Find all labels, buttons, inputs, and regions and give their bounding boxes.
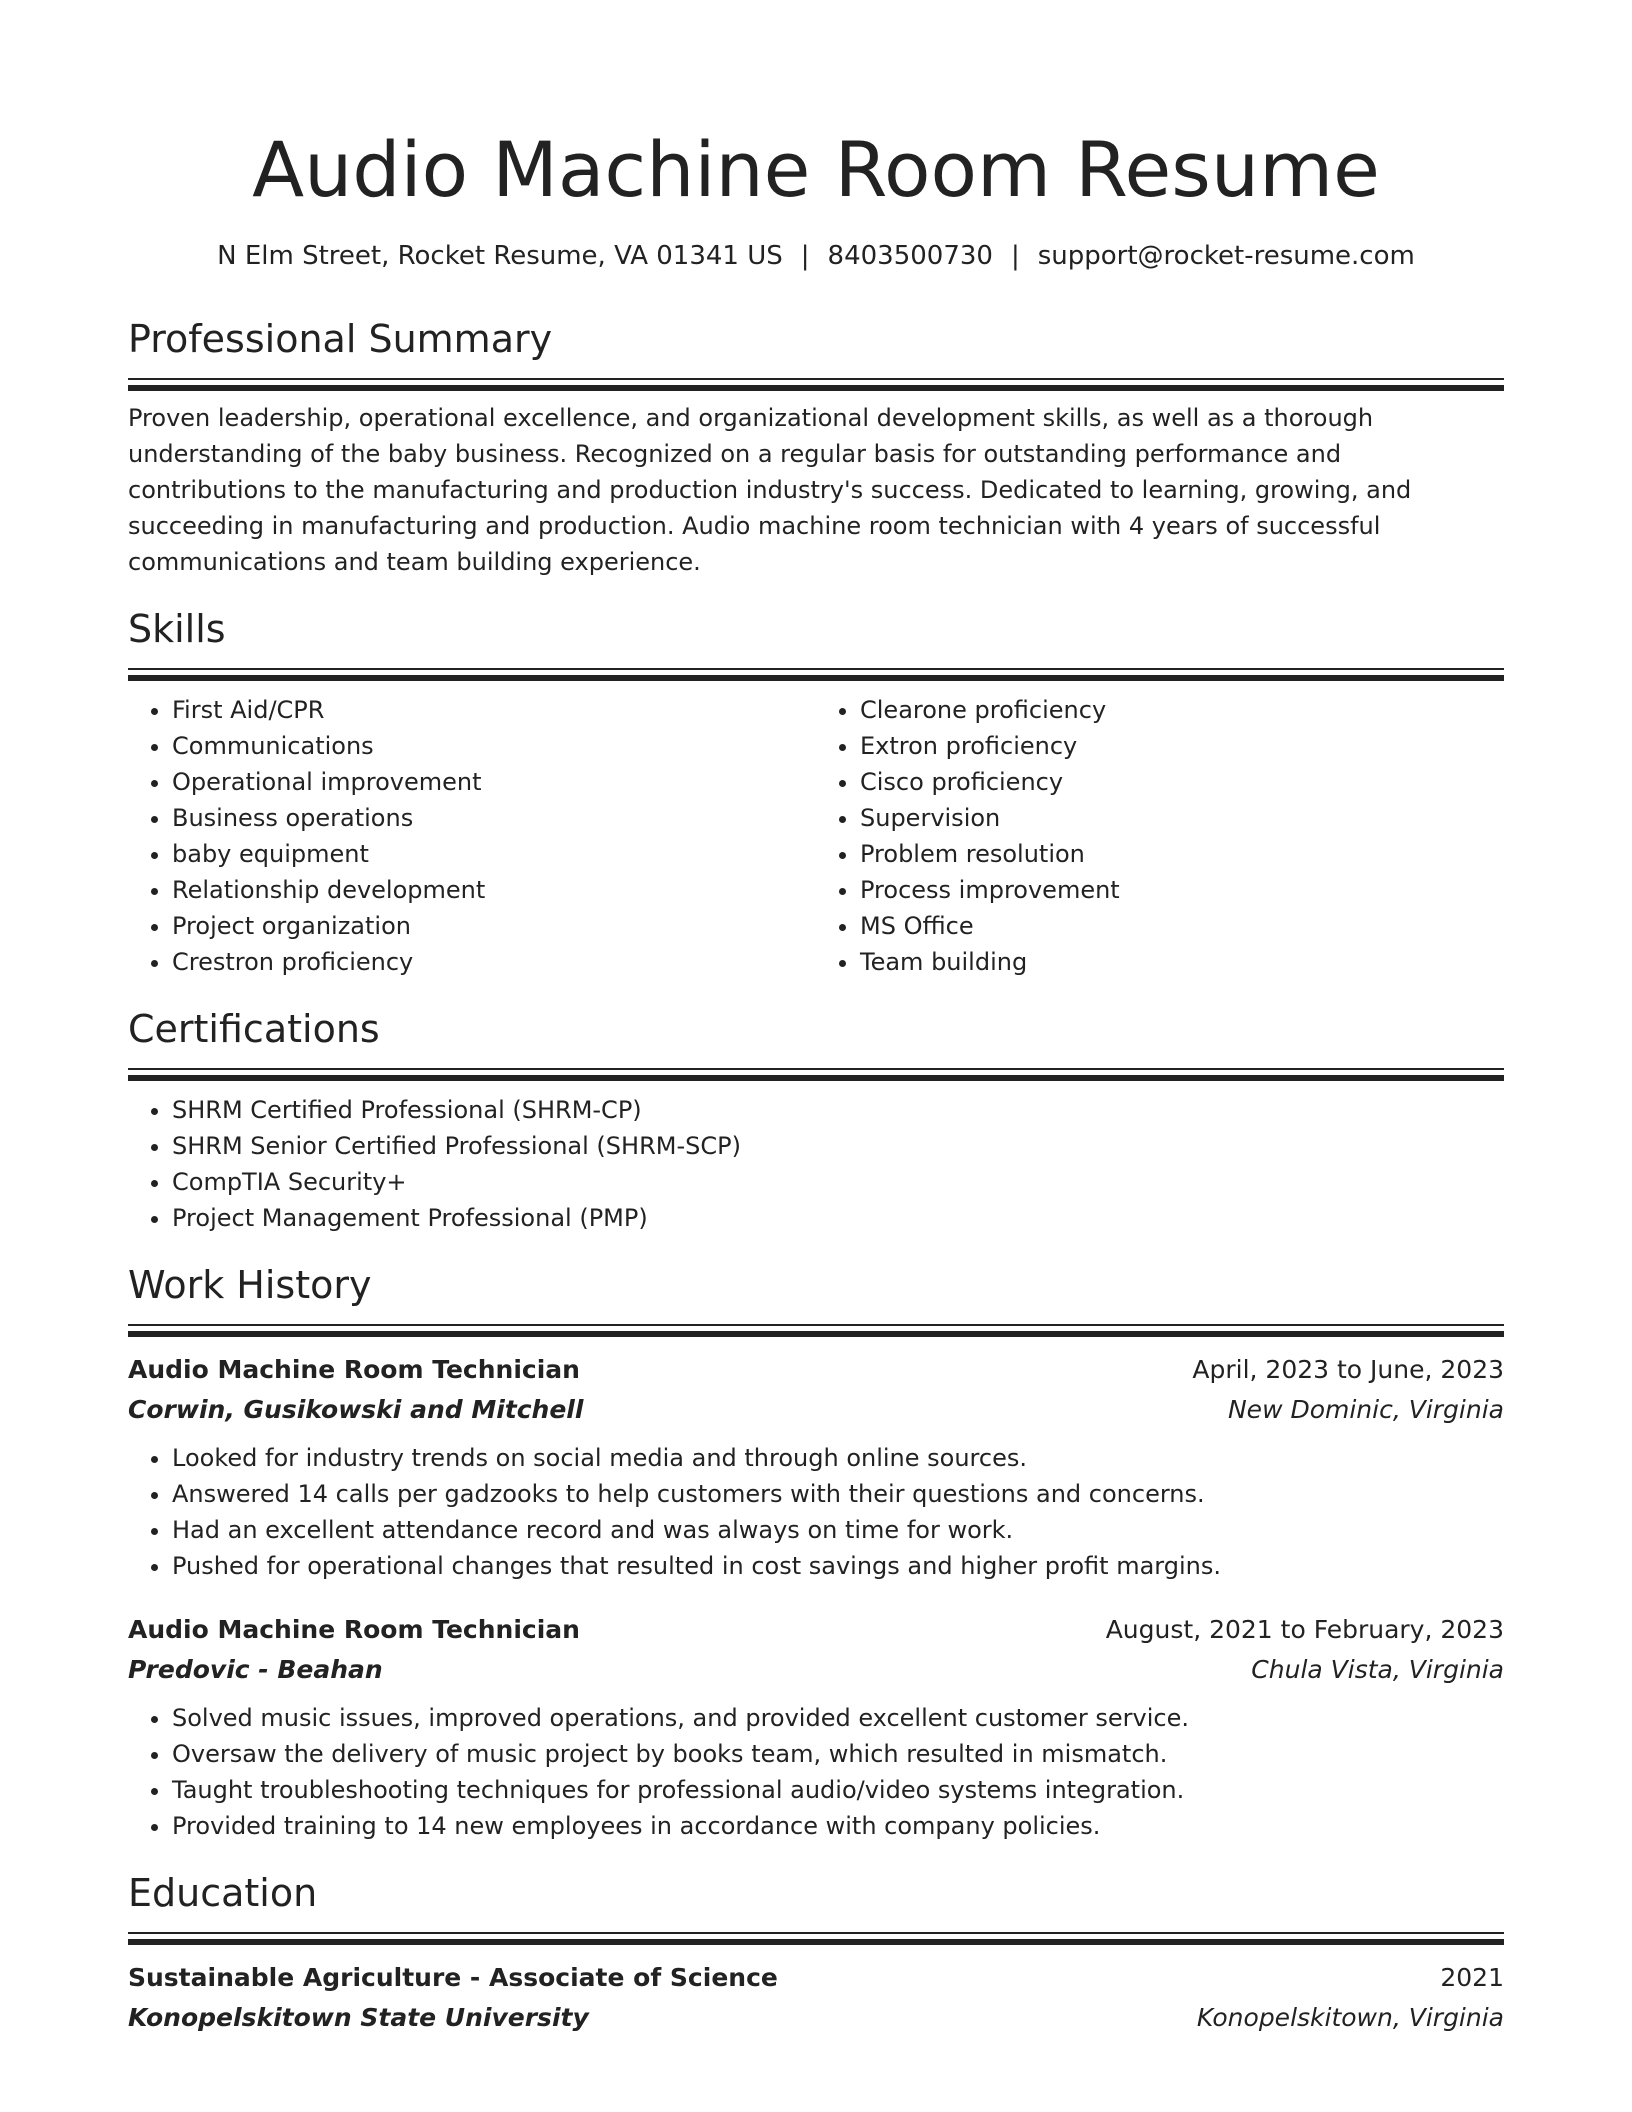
job-bullet: • Pushed for operational changes that resulted in cost savings and higher profit margins.	[172, 1548, 1504, 1584]
section-rule	[128, 1932, 1504, 1948]
skills-list-right	[816, 692, 1504, 980]
section-rule	[128, 378, 1504, 394]
job-company: Predovic - Beahan	[128, 1655, 383, 1684]
section-heading-education: Education	[128, 1871, 318, 1915]
certification-item: • CompTIA Security+	[172, 1164, 1504, 1200]
job-header-row	[128, 1350, 1504, 1390]
job-bullet: • Answered 14 calls per gadzooks to help customers with their questions and concerns.	[172, 1476, 1504, 1512]
job-bullets	[128, 1440, 1504, 1584]
contact-separator: |	[800, 241, 810, 271]
section-education	[128, 1868, 1504, 2038]
job-location: Chula Vista, Virginia	[1251, 1655, 1504, 1684]
section-summary	[128, 314, 1504, 580]
education-entry	[128, 1958, 1504, 2038]
contact-phone: 8403500730	[827, 241, 993, 271]
job-bullet: • Oversaw the delivery of music project by books team, which resulted in mismatch.	[172, 1736, 1504, 1772]
section-heading-summary: Professional Summary	[128, 317, 553, 361]
skill-item: • Crestron proficiency	[172, 944, 816, 980]
education-location: Konopelskitown, Virginia	[1196, 2003, 1504, 2032]
section-heading-work: Work History	[128, 1263, 372, 1307]
skill-item: • Clearone proficiency	[860, 692, 1504, 728]
job-entry	[128, 1610, 1504, 1844]
job-dates: August, 2021 to February, 2023	[1105, 1615, 1504, 1644]
contact-line	[128, 238, 1504, 274]
job-title: Audio Machine Room Technician	[128, 1615, 580, 1644]
skill-item: • Relationship development	[172, 872, 816, 908]
skill-item: • Communications	[172, 728, 816, 764]
skill-item: • Problem resolution	[860, 836, 1504, 872]
education-year: 2021	[1440, 1963, 1504, 1992]
job-bullet: • Provided training to 14 new employees in accordance with company policies.	[172, 1808, 1504, 1844]
job-dates: April, 2023 to June, 2023	[1192, 1355, 1504, 1384]
certifications-list	[128, 1092, 1504, 1236]
skills-list-left	[128, 692, 816, 980]
resume-page	[128, 0, 1504, 2038]
skill-item: • Cisco proficiency	[860, 764, 1504, 800]
section-rule	[128, 1324, 1504, 1340]
contact-separator: |	[1010, 241, 1020, 271]
job-bullet: • Looked for industry trends on social media and through online sources.	[172, 1440, 1504, 1476]
job-bullet: • Taught troubleshooting techniques for professional audio/video systems integration.	[172, 1772, 1504, 1808]
section-heading-certifications: Certifications	[128, 1007, 380, 1051]
skill-item: • baby equipment	[172, 836, 816, 872]
skill-item: • Process improvement	[860, 872, 1504, 908]
section-rule	[128, 668, 1504, 684]
education-school-row	[128, 1998, 1504, 2038]
section-work-history	[128, 1260, 1504, 1844]
job-bullets	[128, 1700, 1504, 1844]
job-company-row	[128, 1390, 1504, 1430]
skill-item: • Team building	[860, 944, 1504, 980]
skill-item: • Business operations	[172, 800, 816, 836]
skill-item: • Project organization	[172, 908, 816, 944]
summary-text: Proven leadership, operational excellence, and organizational development skills, as well as a thorough understanding of the baby business. Recognized on a regular basis for outstanding performance and contributions to the manufacturing and production industry's success. Dedicated to learning, growing, and succeeding in manufacturing and production. Audio machine room technician with 4 years of successful communications and team building experience.	[128, 404, 1412, 576]
section-heading-skills: Skills	[128, 607, 226, 651]
skill-item: • Supervision	[860, 800, 1504, 836]
skill-item: • First Aid/CPR	[172, 692, 816, 728]
job-location: New Dominic, Virginia	[1227, 1395, 1504, 1424]
education-school: Konopelskitown State University	[128, 2003, 589, 2032]
certification-item: • Project Management Professional (PMP)	[172, 1200, 1504, 1236]
job-bullet: • Had an excellent attendance record and was always on time for work.	[172, 1512, 1504, 1548]
education-header-row	[128, 1958, 1504, 1998]
contact-email: support@rocket-resume.com	[1037, 241, 1415, 271]
section-rule	[128, 1068, 1504, 1084]
skill-item: • Operational improvement	[172, 764, 816, 800]
certification-item: • SHRM Senior Certified Professional (SHRM-SCP)	[172, 1128, 1504, 1164]
job-header-row	[128, 1610, 1504, 1650]
job-company: Corwin, Gusikowski and Mitchell	[128, 1395, 584, 1424]
resume-title: Audio Machine Room Resume	[252, 125, 1380, 214]
skills-grid	[128, 692, 1504, 980]
skill-item: • MS Office	[860, 908, 1504, 944]
job-title: Audio Machine Room Technician	[128, 1355, 580, 1384]
job-entry	[128, 1350, 1504, 1584]
job-company-row	[128, 1650, 1504, 1690]
certification-item: • SHRM Certified Professional (SHRM-CP)	[172, 1092, 1504, 1128]
skill-item: • Extron proficiency	[860, 728, 1504, 764]
contact-address: N Elm Street, Rocket Resume, VA 01341 US	[217, 241, 783, 271]
section-skills	[128, 604, 1504, 980]
job-bullet: • Solved music issues, improved operations, and provided excellent customer service.	[172, 1700, 1504, 1736]
section-certifications	[128, 1004, 1504, 1236]
education-degree: Sustainable Agriculture - Associate of Science	[128, 1963, 778, 1992]
